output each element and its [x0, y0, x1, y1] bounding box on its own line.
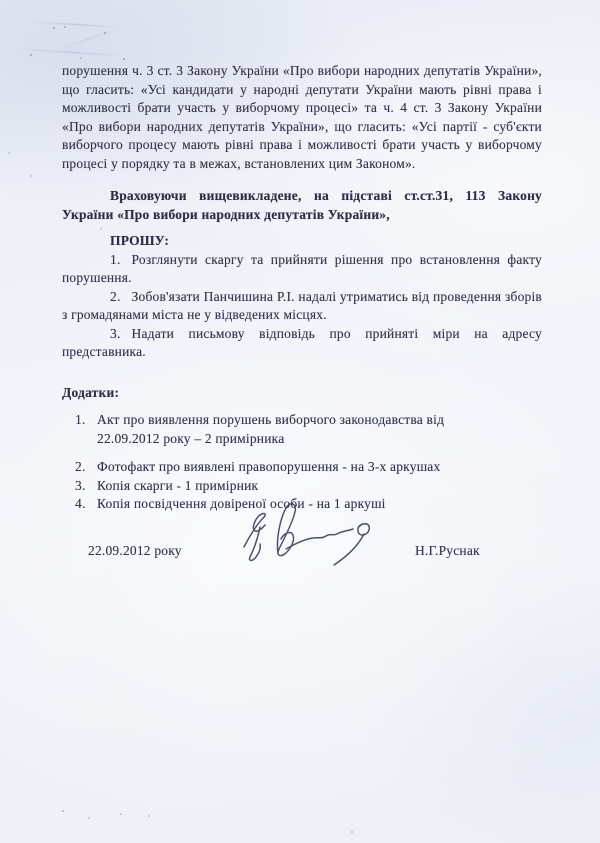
request-item-text: Розглянути скаргу та прийняти рішення про встановлення факту порушення.	[62, 251, 542, 285]
attachment-item-2	[75, 458, 542, 477]
body-paragraph-violation: порушення ч. 3 ст. 3 Закону України «Про вибори народних депутатів України», що гласить: «Усі кандидати у народні депутати України мають рівні права і можливості брати участь у виборчому процесі» та ч. 4 ст. 3 Закону України «Про вибори народних депутатів України», що гласить: «Усі партії - суб'єкти виборчого процесу мають рівні права і можливості брати участь у виборчому процесі у порядку та в межах, встановлених цим Законом».	[62, 63, 542, 171]
signature-date: 22.09.2012 року	[88, 542, 182, 558]
request-item-2	[62, 288, 542, 325]
attachment-item-number: 1.	[75, 412, 86, 427]
request-item-number: 2.	[110, 288, 121, 304]
signature-name: Н.Г.Руснак	[415, 542, 480, 558]
attachment-item-number: 4.	[75, 496, 86, 511]
attachments-heading: Додатки:	[62, 384, 120, 400]
signature-block	[62, 533, 542, 613]
attachment-item-text: Копія посвідчення довіреної особи - на 1 аркуші	[97, 496, 386, 511]
request-item-1	[62, 251, 542, 288]
attachment-item-text: Копія скарги - 1 примірник	[97, 477, 259, 493]
request-item-number: 3.	[110, 325, 121, 341]
attachment-item-3	[75, 477, 542, 496]
attachment-item-text: Фотофакт про виявлені правопорушення - на 3-х аркушах	[97, 459, 441, 474]
request-item-text: Зобов'язати Панчишина Р.І. надалі утриматись від проведення зборів з громадянами міста не у відведених місцях.	[62, 288, 542, 322]
attachment-item-number: 2.	[75, 459, 86, 474]
request-item-number: 1.	[110, 251, 121, 267]
request-item-3	[62, 325, 542, 362]
attachment-item-number: 3.	[75, 477, 86, 493]
request-heading: ПРОШУ:	[110, 233, 170, 248]
attachment-item-text: Акт про виявлення порушень виборчого законодавства від 22.09.2012 року – 2 примірника	[97, 412, 445, 446]
body-paragraph-legal-basis: Враховуючи вищевикладене, на підставі ст.ст.31, 113 Закону України «Про вибори народних депутатів України»,	[62, 188, 542, 222]
handwritten-signature	[230, 497, 382, 579]
attachment-item-1	[75, 411, 542, 448]
request-item-text: Надати письмову відповідь про прийняті міри на адресу представника.	[62, 325, 542, 359]
